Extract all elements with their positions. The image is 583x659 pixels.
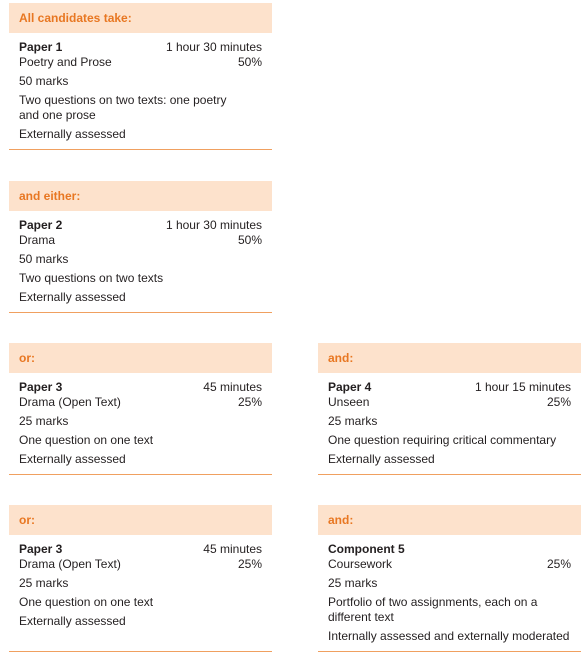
paper-subtitle: Drama (Open Text) [19,557,121,571]
section-header: or: [9,505,272,535]
paper-3-alt-box [9,505,272,652]
paper-duration: 45 minutes [203,380,262,394]
paper-assessment: Internally assessed and externally moderated [328,629,570,643]
paper-weight: 50% [237,55,262,69]
paper-description: One question requiring critical commentary [328,433,557,447]
paper-1-box [9,3,272,150]
paper-description: Two questions on two texts: one poetry and one prose [19,93,227,122]
paper-marks: 25 marks [19,576,69,590]
paper-subtitle: Drama (Open Text) [19,395,121,409]
component-5-box [318,505,581,652]
paper-assessment: Externally assessed [19,127,126,141]
paper-marks: 25 marks [19,414,69,428]
paper-duration: 1 hour 30 minutes [165,218,262,232]
paper-subtitle: Coursework [328,557,393,571]
paper-duration: 1 hour 15 minutes [474,380,571,394]
paper-description: One question on one text [19,433,154,447]
paper-marks: 50 marks [19,74,69,88]
paper-weight: 25% [546,395,571,409]
section-header: or: [9,343,272,373]
paper-subtitle: Unseen [328,395,370,409]
paper-title: Paper 3 [19,542,63,556]
paper-title: Paper 1 [19,40,63,54]
paper-title: Component 5 [328,542,405,556]
paper-description: One question on one text [19,595,154,609]
paper-title: Paper 2 [19,218,63,232]
paper-title: Paper 4 [328,380,372,394]
section-header: and: [318,343,581,373]
paper-weight: 50% [237,233,262,247]
section-header: and either: [9,181,272,211]
paper-marks: 25 marks [328,414,378,428]
paper-title: Paper 3 [19,380,63,394]
paper-description: Two questions on two texts [19,271,164,285]
paper-duration: 1 hour 30 minutes [165,40,262,54]
paper-subtitle: Poetry and Prose [19,55,112,69]
paper-weight: 25% [546,557,571,571]
paper-2-box [9,181,272,313]
paper-3-box [9,343,272,475]
paper-4-box [318,343,581,475]
section-header: All candidates take: [9,3,272,33]
paper-assessment: Externally assessed [19,290,126,304]
paper-duration: 45 minutes [203,542,262,556]
paper-marks: 25 marks [328,576,378,590]
paper-assessment: Externally assessed [19,452,126,466]
paper-weight: 25% [237,395,262,409]
paper-description: Portfolio of two assignments, each on a different text [328,595,538,624]
section-header: and: [318,505,581,535]
paper-assessment: Externally assessed [19,614,126,628]
paper-marks: 50 marks [19,252,69,266]
paper-assessment: Externally assessed [328,452,435,466]
paper-weight: 25% [237,557,262,571]
paper-subtitle: Drama [19,233,56,247]
